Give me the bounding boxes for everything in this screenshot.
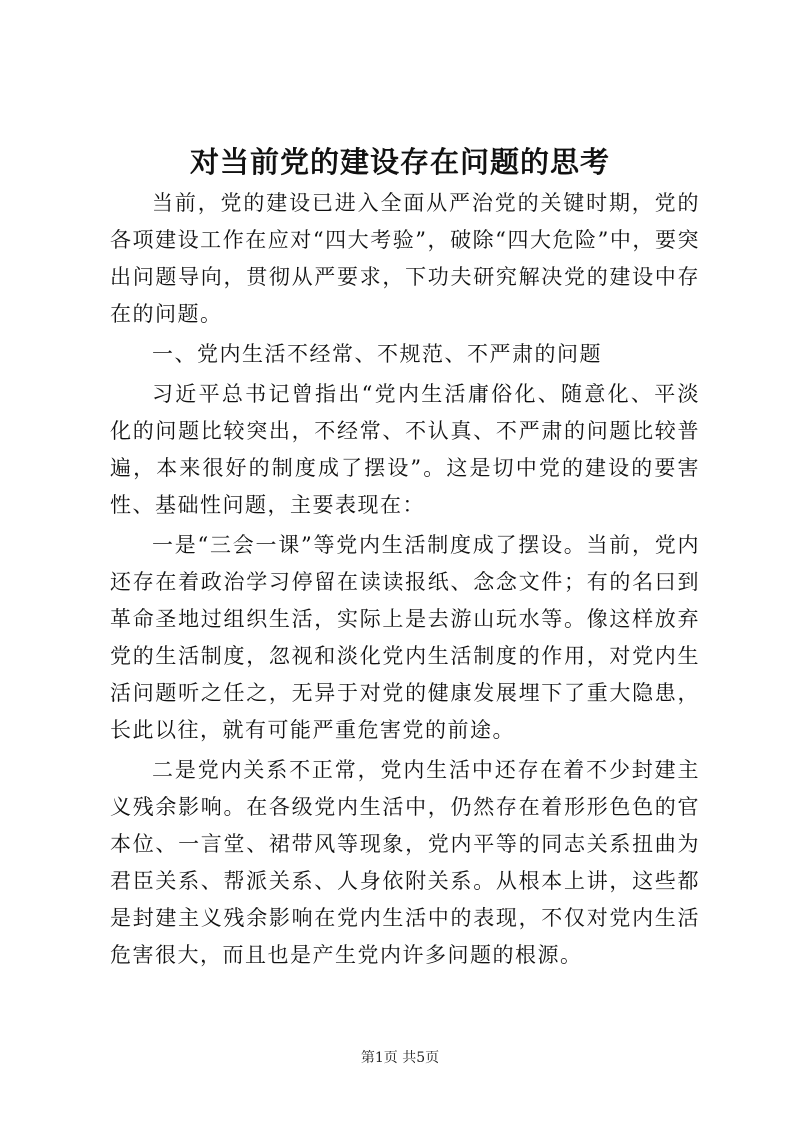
page-number-footer: 第1页 共5页 — [360, 1050, 440, 1066]
paragraph-point-1: 一是“三会一课”等党内生活制度成了摆设。当前，党内还存在着政治学习停留在读读报纸、念念文件；有的名曰到革命圣地过组织生活，实际上是去游山玩水等。像这样放弃党的生活制度，忽视和淡化党内生活制度的作用，对党内生活问题听之任之，无异于对党的健康发展埋下了重大隐患，长此以往，就有可能严重危害党的前途。 — [110, 533, 700, 742]
paragraph-intro: 当前，党的建设已进入全面从严治党的关键时期，党的各项建设工作在应对“四大考验”，破除“四大危险”中，要突出问题导向，贯彻从严要求，下功夫研究解决党的建设中存在的问题。 — [110, 191, 700, 326]
document-body — [110, 185, 700, 977]
paragraph-quote: 习近平总书记曾指出“党内生活庸俗化、随意化、平淡化的问题比较突出，不经常、不认真、不严肃的问题比较普遍，本来很好的制度成了摆设”。这是切中党的建设的要害性、基础性问题，主要表现在： — [110, 382, 700, 517]
document-title: 对当前党的建设存在问题的思考 — [189, 145, 610, 179]
paragraph-point-2: 二是党内关系不正常，党内生活中还存在着不少封建主义残余影响。在各级党内生活中，仍然存在着形形色色的官本位、一言堂、裙带风等现象，党内平等的同志关系扭曲为君臣关系、帮派关系、人身依附关系。从根本上讲，这些都是封建主义残余影响在党内生活中的表现，不仅对党内生活危害很大，而且也是产生党内许多问题的根源。 — [110, 758, 700, 967]
section-heading-1: 一、党内生活不经常、不规范、不严肃的问题 — [152, 342, 602, 366]
